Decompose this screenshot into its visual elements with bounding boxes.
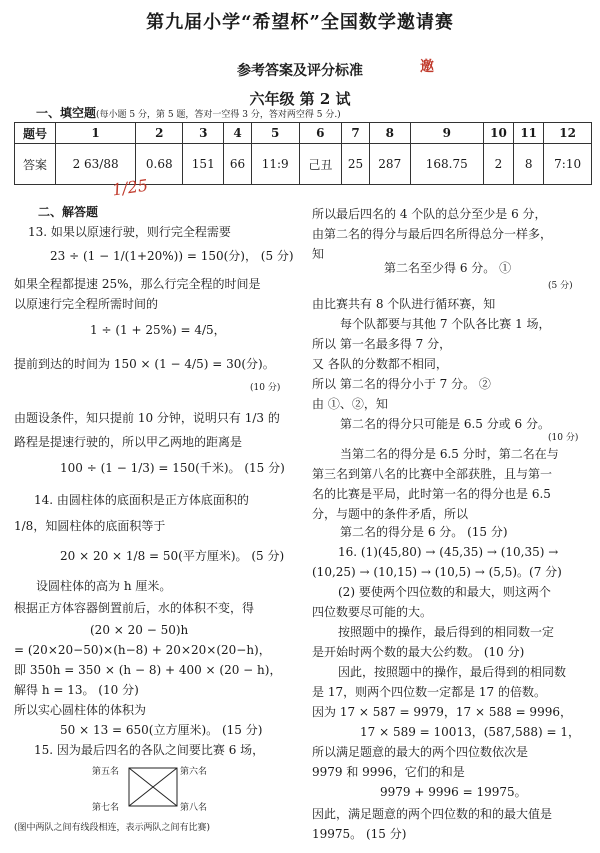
- text-line: 16. (1)(45,80) → (45,35) → (10,35) →: [338, 545, 559, 559]
- text-line: 因此，按照题中的操作，最后得到的相同数: [338, 665, 567, 679]
- text-line: 1/8，知圆柱体的底面积等于: [14, 519, 166, 533]
- table-cell: 5: [251, 123, 299, 144]
- answer-table: [14, 122, 592, 185]
- table-cell: 2 63/88: [56, 144, 136, 185]
- text-line: 解得 h = 13。 (10 分): [14, 683, 139, 697]
- table-cell: 8: [369, 123, 410, 144]
- text-line: 14. 由圆柱体的底面积是正方体底面积的: [34, 493, 249, 507]
- formula-line: 即 350h = 350 × (h − 8) + 400 × (20 − h)，: [14, 663, 282, 677]
- text-line: 是 17，则两个四位数一定都是 17 的倍数。: [312, 685, 546, 699]
- text-line: 设圆柱体的高为 h 厘米。: [36, 579, 172, 593]
- text-line: 当第二名的得分是 6.5 分时，第二名在与: [340, 447, 559, 461]
- text-line: 如果全程都提速 25%，那么行完全程的时间是: [14, 277, 261, 291]
- text-line: 名的比赛是平局，此时第一名的得分也是 6.5: [312, 487, 551, 501]
- score-note: (5 分): [548, 281, 573, 291]
- formula-line: 23 ÷ (1 − 1/(1+20%)) = 150(分)， (5 分): [50, 249, 294, 263]
- stamp: 邀: [420, 59, 434, 75]
- section2-title: 二、解答题: [38, 205, 99, 219]
- table-cell: 7:10: [544, 144, 592, 185]
- page-subtitle: 参考答案及评分标准: [237, 63, 363, 79]
- table-cell: 1: [56, 123, 136, 144]
- table-cell: 6: [299, 123, 342, 144]
- text-line: 第二名至少得 6 分。 ①: [384, 261, 512, 275]
- row-label: 答案: [15, 144, 56, 185]
- diagram-caption: (图中两队之间有线段相连，表示两队之间有比赛): [14, 823, 211, 833]
- formula-line: 20 × 20 × 1/8 = 50(平方厘米)。 (5 分): [60, 549, 285, 563]
- table-cell: 7: [342, 123, 370, 144]
- page-title: 第九届小学“希望杯”全国数学邀请赛: [146, 12, 454, 33]
- table-cell: 0.68: [136, 144, 183, 185]
- table-cell: 2: [136, 123, 183, 144]
- table-cell: 11: [514, 123, 544, 144]
- text-line: 四位数要尽可能的大。: [312, 605, 433, 619]
- text-line: 根据正方体容器倒置前后，水的体积不变，得: [14, 601, 255, 615]
- section1-title: 一、填空题: [36, 106, 97, 120]
- text-line: 按照题中的操作，最后得到的相同数一定: [338, 625, 555, 639]
- text-line: 所以 第一名最多得 7 分，: [312, 337, 452, 351]
- table-cell: 8: [514, 144, 544, 185]
- text-line: 路程是提速行驶的，所以甲乙两地的距离是: [14, 435, 243, 449]
- text-line: 所以 第二名的得分小于 7 分。 ②: [312, 377, 491, 391]
- table-row: [15, 144, 592, 185]
- text-line: 9979 + 9996 = 19975。: [380, 785, 527, 799]
- text-line: 每个队都要与其他 7 个队各比赛 1 场，: [340, 317, 551, 331]
- text-line: 15. 因为最后四名的各队之间要比赛 6 场，: [34, 743, 265, 757]
- formula-line: 1 ÷ (1 + 25%) = 4/5，: [90, 323, 226, 337]
- table-cell: 12: [544, 123, 592, 144]
- text-line: 由第二名的得分与最后四名所得总分一样多，: [312, 227, 553, 241]
- text-line: 所以满足题意的最大的两个四位数依次是: [312, 745, 529, 759]
- table-cell: 3: [183, 123, 224, 144]
- text-line: 第三名到第八名的比赛中全部获胜，且与第一: [312, 467, 553, 481]
- formula-line: 50 × 13 = 650(立方厘米)。 (15 分): [60, 723, 263, 737]
- text-line: 由题设条件，知只提前 10 分钟，说明只有 1/3 的: [14, 411, 280, 425]
- table-cell: 287: [369, 144, 410, 185]
- section1-heading: [36, 104, 341, 121]
- text-line: 17 × 589 = 10013，(587,588) = 1，: [360, 725, 581, 739]
- table-cell: 25: [342, 144, 370, 185]
- text-line: 所以最后四名的 4 个队的总分至少是 6 分，: [312, 207, 547, 221]
- section1-note: (每小题 5 分，第 5 题，答对一空得 3 分，答对两空得 5 分.): [96, 110, 341, 120]
- text-line: 又 各队的分数都不相同，: [312, 357, 448, 371]
- diagram-label-8: 第八名: [180, 803, 208, 813]
- text-line: 19975。 (15 分): [312, 827, 407, 841]
- formula-line: 100 ÷ (1 − 1/3) = 150(千米)。 (15 分): [60, 461, 285, 475]
- table-cell: 11:9: [251, 144, 299, 185]
- table-cell: 10: [483, 123, 513, 144]
- table-cell: 168.75: [410, 144, 483, 185]
- text-line: 因为 17 × 587 = 9979，17 × 588 = 9996，: [312, 705, 572, 719]
- table-cell: 66: [224, 144, 252, 185]
- text-line: 由 ①、②，知: [312, 397, 388, 411]
- grade-heading: 六年级 第 2 试: [249, 90, 351, 108]
- text-line: 所以实心圆柱体的体积为: [14, 703, 147, 717]
- handwritten-note: 1/25: [110, 175, 150, 200]
- text-line: 第二名的得分是 6 分。 (15 分): [340, 525, 508, 539]
- table-row: [15, 123, 592, 144]
- text-line: 知: [312, 247, 325, 261]
- formula-line: (20 × 20 − 50)h: [90, 623, 189, 637]
- score-note: (10 分): [250, 383, 281, 393]
- table-cell: 2: [483, 144, 513, 185]
- text-line: (10,25) → (10,15) → (10,5) → (5,5)。(7 分): [312, 565, 562, 579]
- table-cell: 9: [410, 123, 483, 144]
- text-line: 第二名的得分只可能是 6.5 分或 6 分。: [340, 417, 550, 431]
- match-diagram: [128, 764, 178, 812]
- text-line: 提前到达的时间为 150 × (1 − 4/5) = 30(分)。: [14, 357, 275, 371]
- table-cell: 己丑: [299, 144, 342, 185]
- table-cell: 4: [224, 123, 252, 144]
- text-line: 是开始时两个数的最大公约数。 (10 分): [312, 645, 525, 659]
- diagram-label-5: 第五名: [92, 767, 120, 777]
- text-line: 由比赛共有 8 个队进行循环赛，知: [312, 297, 496, 311]
- diagram-label-7: 第七名: [92, 803, 120, 813]
- text-line: 分，与题中的条件矛盾，所以: [312, 507, 469, 521]
- text-line: 13. 如果以原速行驶，则行完全程需要: [28, 225, 231, 239]
- text-line: 9979 和 9996，它们的和是: [312, 765, 465, 779]
- diagram-label-6: 第六名: [180, 767, 208, 777]
- row-label: 题号: [15, 123, 56, 144]
- text-line: (2) 要使两个四位数的和最大，则这两个: [338, 585, 551, 599]
- score-note: (10 分): [548, 433, 579, 443]
- formula-line: = (20×20−50)×(h−8) + 20×20×(20−h)，: [14, 643, 271, 657]
- text-line: 因此，满足题意的两个四位数的和的最大值是: [312, 807, 553, 821]
- table-cell: 151: [183, 144, 224, 185]
- text-line: 以原速行完全程所需时间的: [14, 297, 159, 311]
